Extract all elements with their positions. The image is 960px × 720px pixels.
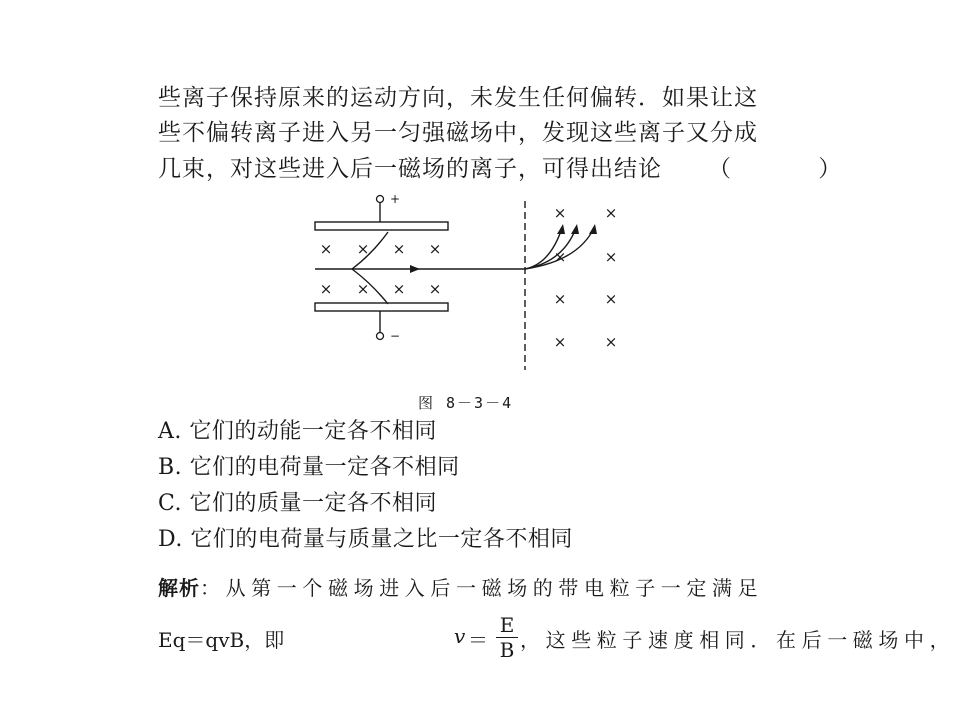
field-mark: × bbox=[553, 204, 567, 222]
fraction-numerator: E bbox=[499, 613, 515, 637]
velocity-fraction bbox=[496, 614, 518, 661]
option-d[interactable]: D. 它们的电荷量与质量之比一定各不相同 bbox=[158, 527, 573, 552]
field-mark: × bbox=[392, 280, 406, 298]
solution-label: 解析 bbox=[158, 576, 200, 600]
question-line-3 bbox=[158, 154, 881, 184]
figure-caption: 图 8－3－4 bbox=[418, 394, 514, 412]
bottom-terminal-node bbox=[377, 333, 384, 340]
solution-text-1: 从第一个磁场进入后一磁场的带电粒子一定满足 bbox=[225, 576, 764, 600]
top-capacitor-plate bbox=[315, 222, 448, 230]
field-mark: × bbox=[553, 248, 567, 266]
plus-sign: + bbox=[390, 192, 401, 206]
answer-parentheses: （ ） bbox=[708, 156, 882, 182]
question-line-1: 些离子保持原来的运动方向，未发生任何偏转．如果让这 bbox=[158, 85, 758, 111]
equals-sign: ＝ bbox=[468, 628, 488, 652]
field-mark: × bbox=[604, 290, 618, 308]
solution-text-2: ，这些粒子速度相同．在后一磁场中， bbox=[520, 628, 956, 652]
field-mark: × bbox=[356, 240, 370, 258]
option-b[interactable]: B. 它们的电荷量一定各不相同 bbox=[158, 455, 460, 480]
path-arrowhead bbox=[410, 265, 420, 273]
field-mark: × bbox=[392, 240, 406, 258]
figure-diagram bbox=[300, 188, 630, 373]
fraction-denominator: B bbox=[499, 638, 515, 662]
option-c[interactable]: C. 它们的质量一定各不相同 bbox=[158, 491, 438, 516]
solution-line-2 bbox=[158, 612, 956, 662]
bottom-capacitor-plate bbox=[315, 303, 448, 311]
solution-colon: ： bbox=[200, 576, 226, 600]
beam-arrowhead bbox=[571, 224, 579, 234]
velocity-symbol: v bbox=[454, 624, 466, 648]
field-mark: × bbox=[319, 280, 333, 298]
field-mark: × bbox=[604, 248, 618, 266]
question-line-2: 些不偏转离子进入另一匀强磁场中，发现这些离子又分成 bbox=[158, 120, 758, 146]
equation-lhs: Eq＝qvB，即 bbox=[158, 628, 285, 652]
beam-arrowhead bbox=[589, 224, 597, 234]
top-terminal-node bbox=[377, 196, 384, 203]
field-mark: × bbox=[319, 240, 333, 258]
field-mark: × bbox=[604, 333, 618, 351]
option-a[interactable]: A. 它们的动能一定各不相同 bbox=[158, 419, 437, 444]
field-mark: × bbox=[553, 333, 567, 351]
minus-sign: − bbox=[390, 329, 401, 343]
solution-line-1 bbox=[158, 574, 763, 602]
beam-arrowhead bbox=[557, 224, 565, 234]
field-mark: × bbox=[428, 240, 442, 258]
field-mark: × bbox=[604, 204, 618, 222]
question-line-3-text: 几束，对这些进入后一磁场的离子，可得出结论 bbox=[158, 156, 662, 182]
field-mark: × bbox=[356, 280, 370, 298]
field-mark: × bbox=[553, 290, 567, 308]
field-mark: × bbox=[428, 280, 442, 298]
